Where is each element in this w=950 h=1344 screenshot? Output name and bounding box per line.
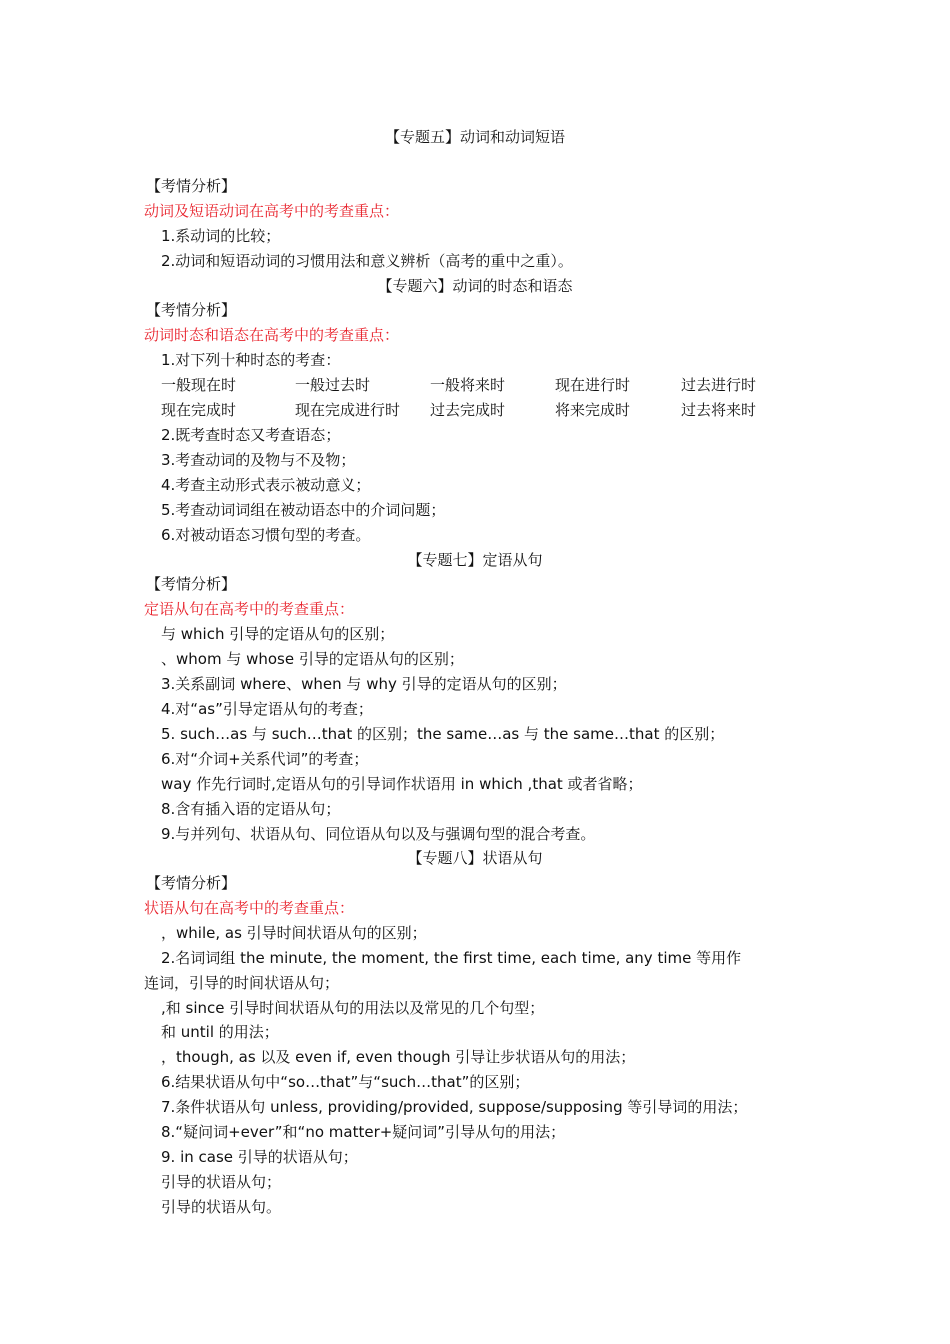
section7-focus: 定语从句在高考中的考查重点： xyxy=(144,600,355,618)
list-item: 5.考查动词词组在被动语态中的介词问题； xyxy=(161,501,446,519)
tense-cell: 现在完成进行时 xyxy=(295,401,401,419)
list-item: 7.条件状语从句 unless, providing/provided, suppose/supposing 等引导词的用法； xyxy=(161,1098,748,1116)
tense-cell: 一般将来时 xyxy=(430,376,506,394)
list-item: ，while, as 引导时间状语从句的区别； xyxy=(161,924,427,942)
list-item: 3.关系副词 where、when 与 why 引导的定语从句的区别； xyxy=(161,675,567,693)
tense-cell: 过去进行时 xyxy=(681,376,757,394)
section7-analysis-heading: 【考情分析】 xyxy=(146,575,237,593)
tense-cell: 一般过去时 xyxy=(295,376,371,394)
list-item: 引导的状语从句。 xyxy=(161,1198,282,1216)
list-item: 3.考查动词的及物与不及物； xyxy=(161,451,356,469)
section6-focus: 动词时态和语态在高考中的考查重点： xyxy=(144,326,400,344)
list-item: 、whom 与 whose 引导的定语从句的区别； xyxy=(161,650,464,668)
section7-title: 【专题七】定语从句 xyxy=(407,551,543,569)
tense-cell: 过去将来时 xyxy=(681,401,757,419)
list-item: 和 until 的用法； xyxy=(161,1023,279,1041)
tense-cell: 过去完成时 xyxy=(430,401,506,419)
section8-title: 【专题八】状语从句 xyxy=(407,849,543,867)
tense-cell: 一般现在时 xyxy=(161,376,237,394)
list-item: 9. in case 引导的状语从句； xyxy=(161,1148,358,1166)
list-item: 连词，引导的时间状语从句； xyxy=(144,974,340,992)
section6-analysis-heading: 【考情分析】 xyxy=(146,301,237,319)
list-item: 1.对下列十种时态的考查： xyxy=(161,351,341,369)
list-item: 8.“疑问词+ever”和“no matter+疑问词”引导从句的用法； xyxy=(161,1123,566,1141)
list-item: 6.结果状语从句中“so…that”与“such…that”的区别； xyxy=(161,1073,530,1091)
list-item: 2.名词词组 the minute, the moment, the first time, each time, any time 等用作 xyxy=(161,949,742,967)
list-item: 1.系动词的比较； xyxy=(161,227,281,245)
section5-focus: 动词及短语动词在高考中的考查重点： xyxy=(144,202,400,220)
section8-focus: 状语从句在高考中的考查重点： xyxy=(144,899,355,917)
list-item: way 作先行词时,定语从句的引导词作状语用 in which ,that 或者省略； xyxy=(161,775,643,793)
list-item: 5. such…as 与 such…that 的区别；the same…as 与 the same…that 的区别； xyxy=(161,725,725,743)
list-item: 4.对“as”引导定语从句的考查； xyxy=(161,700,373,718)
list-item: 与 which 引导的定语从句的区别； xyxy=(161,625,395,643)
list-item: 6.对“介词+关系代词”的考查； xyxy=(161,750,369,768)
section6-title: 【专题六】动词的时态和语态 xyxy=(377,277,573,295)
tense-cell: 现在完成时 xyxy=(161,401,237,419)
list-item: 6.对被动语态习惯句型的考查。 xyxy=(161,526,371,544)
section5-analysis-heading: 【考情分析】 xyxy=(146,177,237,195)
list-item: 2.既考查时态又考查语态； xyxy=(161,426,341,444)
section8-analysis-heading: 【考情分析】 xyxy=(146,874,237,892)
list-item: 9.与并列句、状语从句、同位语从句以及与强调句型的混合考查。 xyxy=(161,825,596,843)
list-item: 2.动词和短语动词的习惯用法和意义辨析（高考的重中之重）。 xyxy=(161,252,573,270)
list-item: ,和 since 引导时间状语从句的用法以及常见的几个句型； xyxy=(161,999,545,1017)
section5-title: 【专题五】动词和动词短语 xyxy=(384,128,565,146)
list-item: 4.考查主动形式表示被动意义； xyxy=(161,476,371,494)
list-item: 引导的状语从句； xyxy=(161,1173,282,1191)
tense-cell: 现在进行时 xyxy=(555,376,631,394)
list-item: 8.含有插入语的定语从句； xyxy=(161,800,341,818)
tense-cell: 将来完成时 xyxy=(555,401,631,419)
list-item: ，though, as 以及 even if, even though 引导让步状语从句的用法； xyxy=(161,1048,636,1066)
